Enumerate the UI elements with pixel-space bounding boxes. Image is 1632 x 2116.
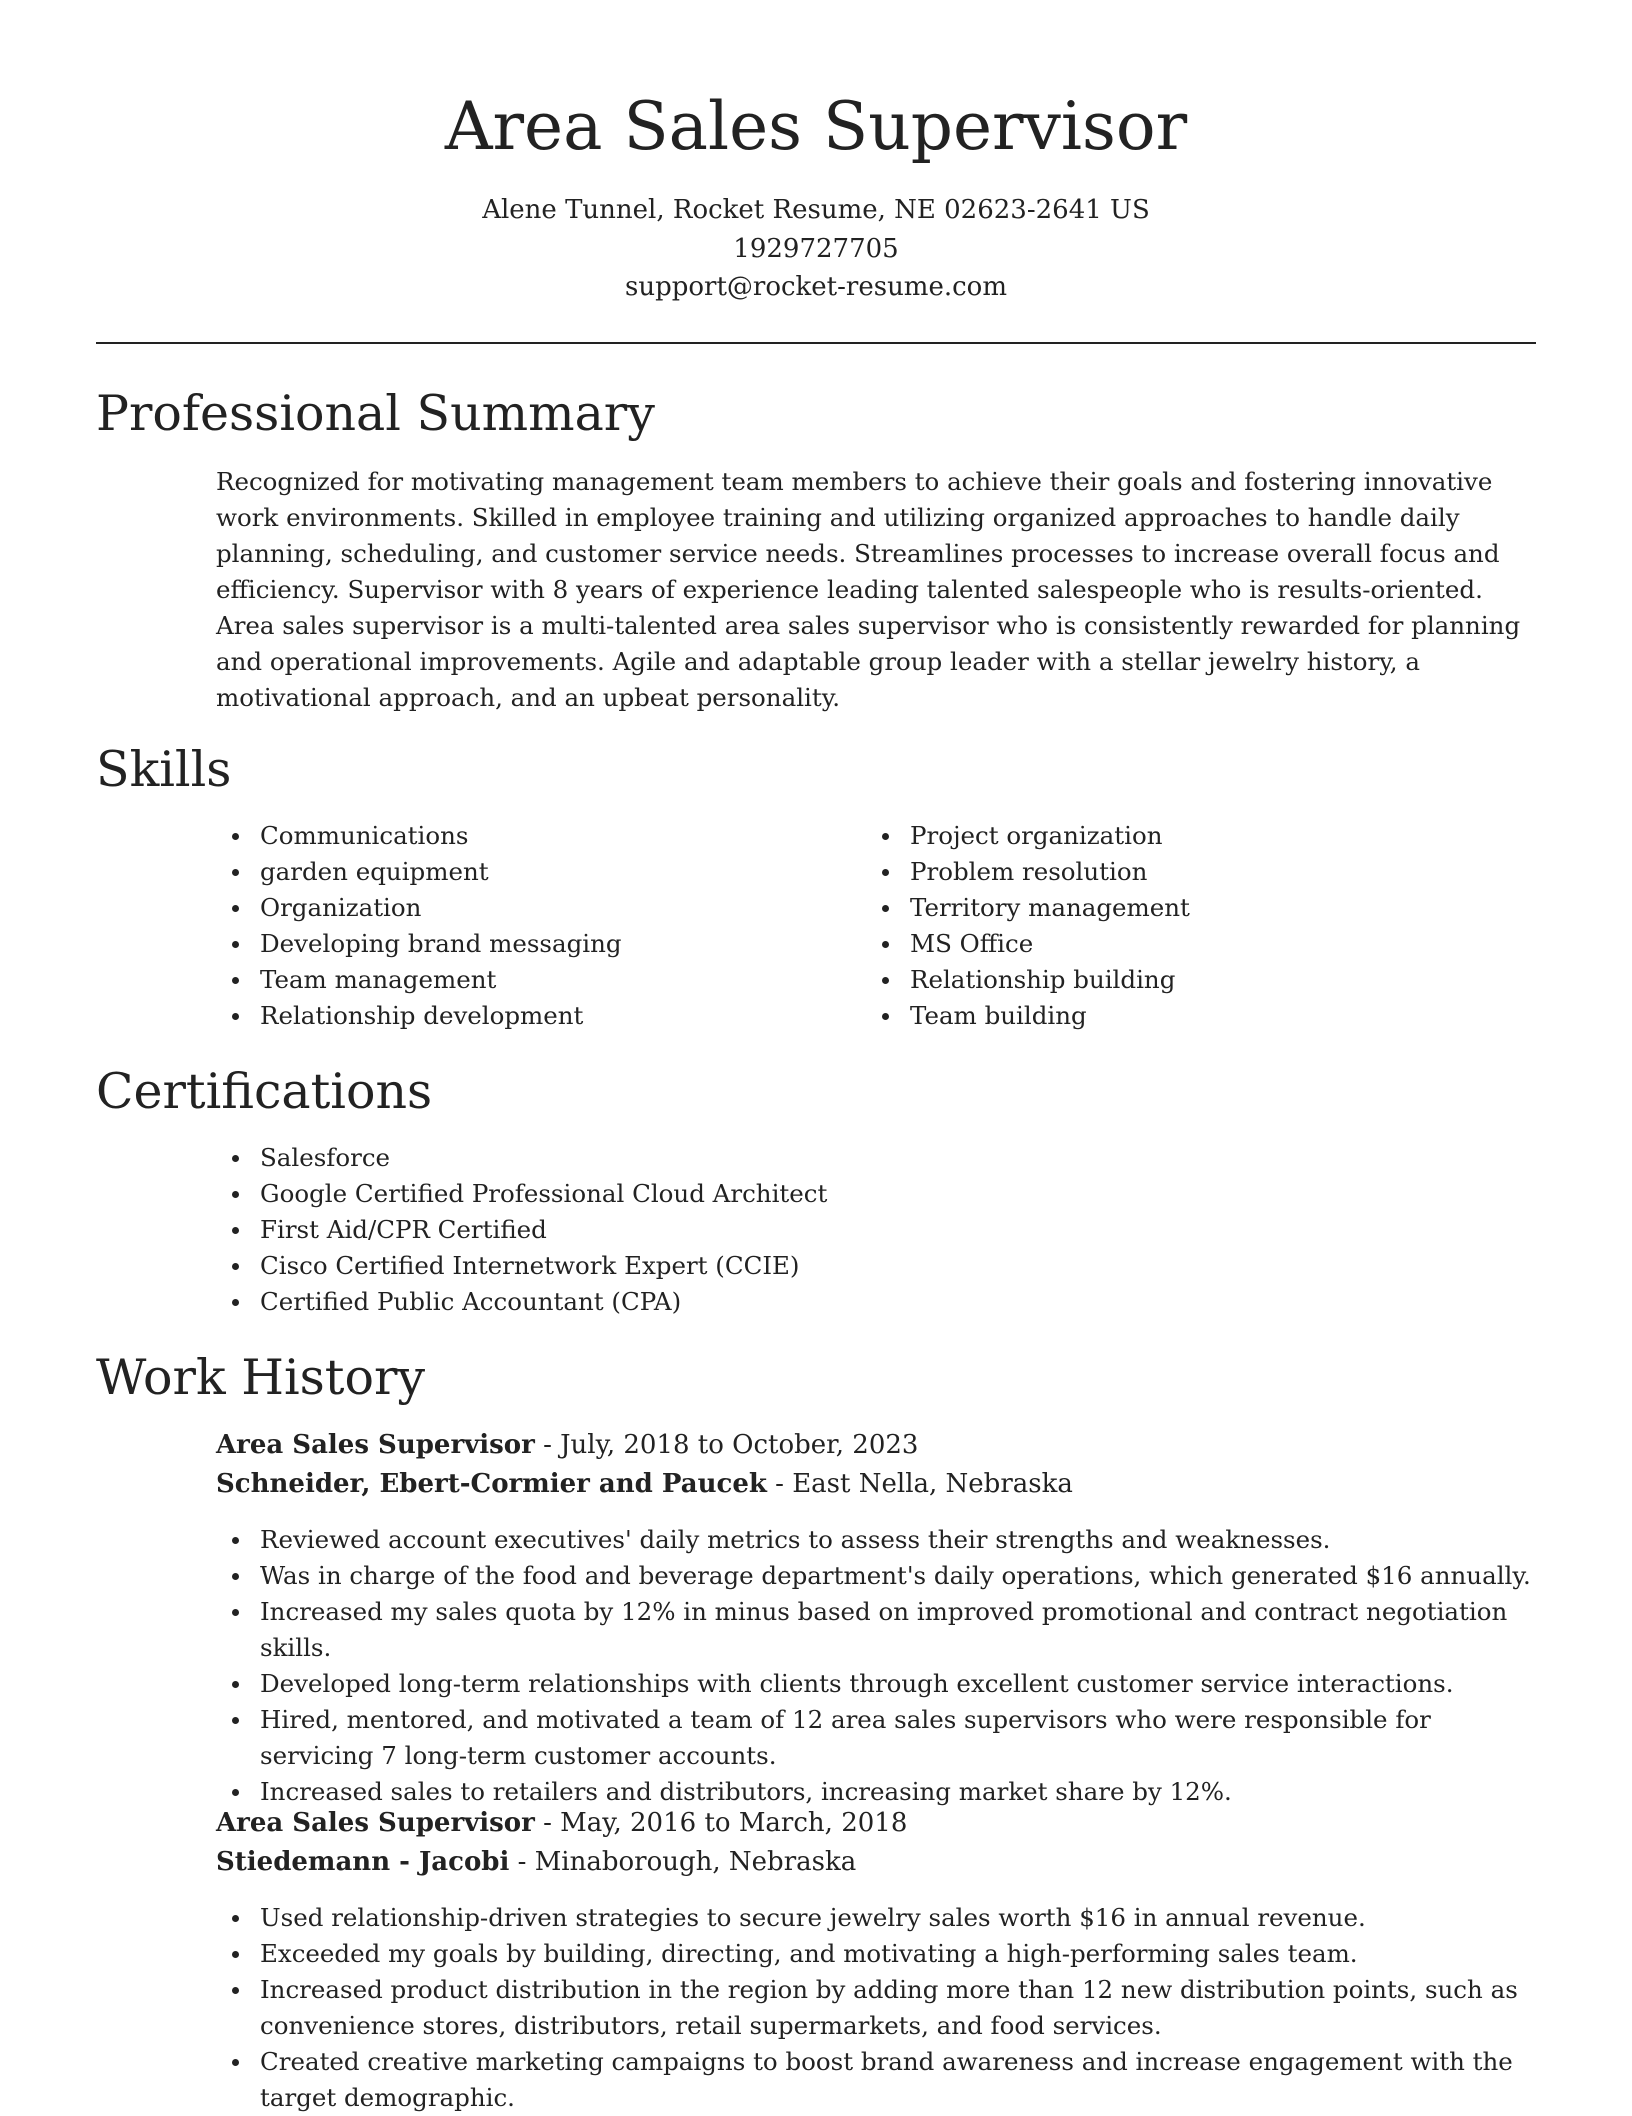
skills-heading: Skills	[96, 741, 232, 798]
job-title-line	[216, 1426, 918, 1464]
skill-item: Relationship building	[866, 962, 1506, 998]
job-location: - East Nella, Nebraska	[766, 1469, 1073, 1499]
certification-item: Google Certified Professional Cloud Architect	[216, 1176, 1536, 1212]
summary-text: Recognized for motivating management team members to achieve their goals and fostering innovative work environments. Skilled in employee training and utilizing organized approaches to handle daily planning, scheduling, and customer service needs. Streamlines processes to increase overall focus and efficiency. Supervisor with 8 years of experience leading talented salespeople who is results-oriented. Area sales supervisor is a multi-talented area sales supervisor who is consistently rewarded for planning and operational improvements. Agile and adaptable group leader with a stellar jewelry history, a motivational approach, and an upbeat personality.	[216, 467, 1521, 712]
skill-item: Team building	[866, 998, 1506, 1034]
skill-item: Team management	[216, 962, 856, 998]
skills-list-left	[216, 818, 856, 1034]
skill-item: Communications	[216, 818, 856, 854]
certifications-list	[216, 1140, 1536, 1320]
certification-item: Cisco Certified Internetwork Expert (CCIE)	[216, 1248, 1536, 1284]
job-title-line	[216, 1804, 907, 1842]
work-history-heading: Work History	[96, 1349, 426, 1406]
job-bullet: Reviewed account executives' daily metrics to assess their strengths and weaknesses.	[216, 1522, 1536, 1558]
certification-item: Salesforce	[216, 1140, 1536, 1176]
contact-address: Alene Tunnel, Rocket Resume, NE 02623-2641 US	[482, 195, 1150, 225]
job-bullet: Exceeded my goals by building, directing, and motivating a high-performing sales team.	[216, 1936, 1536, 1972]
skill-item: Developing brand messaging	[216, 926, 856, 962]
job-bullet: Increased sales to retailers and distributors, increasing market share by 12%.	[216, 1774, 1536, 1810]
certifications-heading: Certifications	[96, 1063, 433, 1120]
certification-item: Certified Public Accountant (CPA)	[216, 1284, 1536, 1320]
skill-item: Organization	[216, 890, 856, 926]
job-bullet: Was in charge of the food and beverage department's daily operations, which generated $16 annually.	[216, 1558, 1536, 1594]
job-role: Area Sales Supervisor	[216, 1430, 535, 1460]
job-bullet: Hired, mentored, and motivated a team of 12 area sales supervisors who were responsible for servicing 7 long-term customer accounts.	[216, 1702, 1536, 1774]
skill-item: Project organization	[866, 818, 1506, 854]
job-dates: - May, 2016 to March, 2018	[534, 1808, 908, 1838]
job-role: Area Sales Supervisor	[216, 1808, 535, 1838]
job-company-line	[216, 1465, 1073, 1503]
job-company: Stiedemann - Jacobi	[216, 1847, 510, 1877]
skill-item: Territory management	[866, 890, 1506, 926]
resume-title: Area Sales Supervisor	[444, 88, 1188, 165]
job-company-line	[216, 1843, 856, 1881]
summary-heading: Professional Summary	[96, 385, 655, 442]
job-bullet: Used relationship-driven strategies to secure jewelry sales worth $16 in annual revenue.	[216, 1900, 1536, 1936]
skill-item: Problem resolution	[866, 854, 1506, 890]
skills-list-right	[866, 818, 1506, 1034]
job-bullet: Created creative marketing campaigns to boost brand awareness and increase engagement with the target demographic.	[216, 2044, 1536, 2116]
job-location: - Minaborough, Nebraska	[509, 1847, 857, 1877]
contact-phone: 1929727705	[733, 234, 899, 264]
job-bullets	[216, 1900, 1536, 2116]
skill-item: MS Office	[866, 926, 1506, 962]
header-divider	[96, 342, 1536, 344]
skill-item: Relationship development	[216, 998, 856, 1034]
job-bullet: Increased my sales quota by 12% in minus based on improved promotional and contract negotiation skills.	[216, 1594, 1536, 1666]
job-bullet: Increased product distribution in the region by adding more than 12 new distribution points, such as convenience stores, distributors, retail supermarkets, and food services.	[216, 1972, 1536, 2044]
job-bullets	[216, 1522, 1536, 1810]
skill-item: garden equipment	[216, 854, 856, 890]
job-company: Schneider, Ebert-Cormier and Paucek	[216, 1469, 767, 1499]
job-bullet: Developed long-term relationships with clients through excellent customer service interactions.	[216, 1666, 1536, 1702]
certification-item: First Aid/CPR Certified	[216, 1212, 1536, 1248]
job-dates: - July, 2018 to October, 2023	[534, 1430, 919, 1460]
contact-email: support@rocket-resume.com	[624, 272, 1007, 302]
